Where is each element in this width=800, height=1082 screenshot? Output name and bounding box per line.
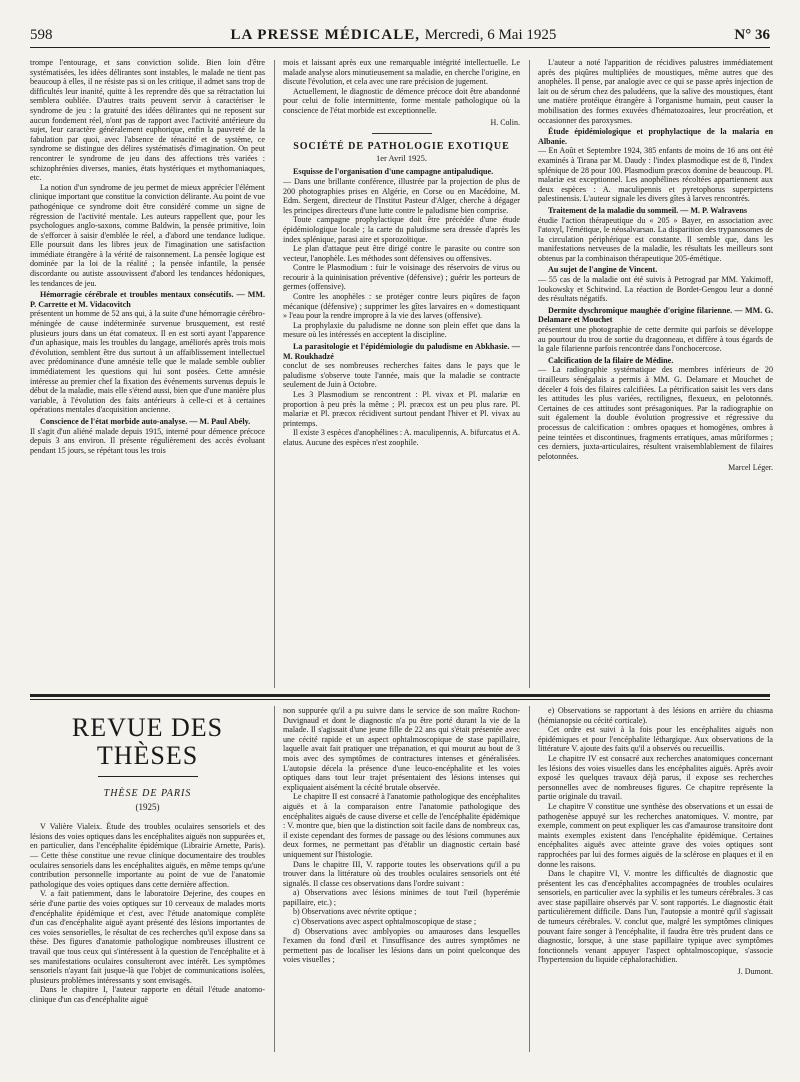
- paragraph: non suppurée qu'il a pu suivre dans le service de son maître Rochon-Duvignaud et dont le diagnostic n'a pu être porté durant la vie de la malade. Il s'agissait d'une jeune fille de 22 ans qui s'était présentée avec une cécité rapide et un aspect ophtalmoscopique de stase papillaire, laquelle avait fait pratiquer une trépanation, et qui mourut au bout de 3 mois avec des symptômes de contractures intenses et généralisées. L'autopsie décela la présence d'une leuco-encéphalite et les voies optiques dans tout leur trajet présentaient des lésions intenses qui expliquaient aisément la cécité brutale observée.: [283, 706, 520, 792]
- paragraph: V. a fait patiemment, dans le laboratoire Dejerine, des coupes en série d'une partie des voies optiques sur 10 cerveaux de malades morts d'encéphalite épidémique et c'est, avec l'étude anatomique complète d'un cas d'encéphalite aiguë ayant présenté des lésions importantes de ces voies sensorielles, le résultat de ces recherches qu'il expose dans sa thèse. Des figures d'anatomie pathologique nombreuses illustrent ce travail que tous ceux qui s'intéressent à la question de l'encéphalite et à ses manifestations oculaires consulteront avec intérêt. Les symptômes sensoriels n'ayant fait jusque-là que l'objet de communications isolées, plusieurs problèmes intéressants y sont envisagés.: [30, 889, 265, 985]
- article-heading: Conscience de l'état morbide auto-analyse. — M. Paul Abély.: [40, 416, 251, 426]
- signature: J. Dumont.: [737, 967, 773, 977]
- section-title: SOCIÉTÉ DE PATHOLOGIE EXOTIQUE: [293, 141, 510, 153]
- article-heading: Étude épidémiologique et prophylactique de la malaria en Albanie.: [538, 127, 773, 146]
- issue-number: N° 36: [734, 27, 770, 43]
- paragraph: étudie l'action thérapeutique du « 205 » Bayer, en association avec l'atoxyl, l'émétique, le néosalvarsan. La disparition des trypanosomes de la circulation périphérique est constante. Il semble que, dans les manifestations nerveuses de la maladie, les résultats les meilleurs sont obtenus par la combinaison thérapeutique 205-émétique.: [538, 215, 773, 263]
- paragraph: Le plan d'attaque peut être dirigé contre le parasite ou contre son vecteur, l'anophèle. Les méthodes sont défensives ou offensives.: [283, 244, 520, 263]
- article-heading: Dermite dyschromique maughée d'origine filarienne. — MM. G. Delamare et Mouchet: [538, 305, 773, 325]
- paragraph: L'auteur a noté l'apparition de récidives palustres immédiatement après des piqûres multipliées de moustiques, même autres que des anophèles. Il pense, par analogie avec ce qui se passe après injection de lait ou de sérum chez des paludéens, que la salive des moustiques, étant une matière protéique étrangère à l'organisme humain, peut causer la mobilisation des formes exuvées d'hématozoaires, leur procréation, et occasionner des paroxysmes.: [538, 58, 773, 125]
- revue-column-2: [283, 706, 520, 1052]
- revue-column-3: [538, 706, 773, 1052]
- paragraph: — Dans une brillante conférence, illustrée par la projection de plus de 200 photographies prises en Algérie, en Corse ou en Macédoine, M. Edm. Sergent, directeur de l'Institut Pasteur d'Alger, cherche à dégager les principes directeurs d'une lutte contre le paludisme bien comprise.: [283, 176, 520, 215]
- journal-name: LA PRESSE MÉDICALE,: [230, 27, 420, 43]
- page-number: 598: [30, 27, 53, 43]
- column-divider: [529, 706, 530, 1052]
- paragraph: présentent une photographie de cette dermite qui parfois se développe au pourtour du trou de sortie du dragonneau, et diffère à tous égards de la gale filarienne parfois rencontrée dans l'onchocercose.: [538, 325, 773, 354]
- section-date: 1er Avril 1925.: [375, 152, 428, 163]
- list-item: e) Observations se rapportant à des lésions en arrière du chiasma (hémianopsie ou cécité corticale).: [538, 706, 773, 725]
- list-item: c) Observations avec aspect ophtalmoscopique de stase ;: [293, 917, 477, 927]
- paragraph: V Valière Vialeix. Étude des troubles oculaires sensoriels et des lésions des voies optiques dans les encéphalites aiguës non suppurées et, en particulier, dans l'encéphalite épidémique (Librairie Arnette, Paris). — Cette thèse constitue une revue clinique documentaire des troubles oculaires sensoriels dans les encéphalites aiguës, en même temps qu'une contribution personnelle importante au point de vue de l'anatomie pathologique des voies optiques dans cette dernière affection.: [30, 822, 265, 889]
- paragraph: Dans le chapitre VI, V. montre les difficultés de diagnostic que présentent les cas d'encéphalites accompagnées de troubles oculaires sensoriels, en particulier avec la syphilis et les tumeurs cérébrales. 3 cas avec stase papillaire observés par V. sont rapportés. Le diagnostic était particulièrement difficile. Dans l'un, l'autopsie a montré qu'il s'agissait de tumeurs cérébrales. V. conclut que, malgré les symptômes cliniques pouvant faire songer à l'encéphalite, il faudra être très prudent dans ce diagnostic, lorsque, à une stase papillaire typique avec symptômes fonctionnels venant appuyer l'aspect ophtalmoscopique, s'associe l'hypertension du liquide céphalorachidien.: [538, 869, 773, 965]
- paragraph: La notion d'un syndrome de jeu permet de mieux apprécier l'élément clinique important que constitue la conviction délirante. Au point de vue pathogénique ce syndrome doit être considéré comme un signe de régression de l'activité mentale. Les auteurs rappellent que, pour les psychologues anglo-saxons, comme Baldwin, la pensée primitive, loin de s'efforcer à saisir d'emblée le réel, a d'abord une tendance ludique. Elle poursuit dans les libres jeux de l'imagination une satisfaction immédiate étrangère à la vérité de raisonnement. La pensée logique est dominée par la loi de la réalité ; la pensée infantile, la pensée discordante ou autiste assouvissent d'abord les tendances hédoniques, les tendances de jeu.: [30, 182, 265, 288]
- separator: [372, 133, 432, 134]
- paragraph: — La radiographie systématique des membres inférieurs de 20 tirailleurs sénégalais a permis à MM. G. Delamare et Mouchet de déceler 4 fois des filaires calcifiées. La pétrification saisit les vers dans les attitudes les plus variées, rectilignes, flexueux, en pelotonnés. Certaines de ces attitudes sont présagoniques. Par la radiographie on suit également la double évolution progressive et régressive du processus de calcification : ombres opaques et homogènes, ombres à peine teintées et discontinues, fragments erratiques, amas mûriformes ; ces derniers, juxta-articulaires, résultent vraisemblablement de filaires pelotonnées.: [538, 365, 773, 461]
- article-heading: Au sujet de l'angine de Vincent.: [548, 265, 658, 275]
- list-item: a) Observations avec lésions minimes de tout l'œil (hyperémie papillaire, etc.) ;: [283, 888, 520, 907]
- paragraph: Contre le Plasmodium : fuir le voisinage des réservoirs de virus ou recourir à la quininisation préventive (défensive) ; guérir les porteurs de germes (offensive).: [283, 263, 520, 292]
- paragraph: Le chapitre II est consacré à l'anatomie pathologique des encéphalites aiguës et à la comparaison entre l'anatomie pathologique des encéphalites aiguës de cause diverse et celle de l'encéphalite épidémique : V. montre que, bien que la distinction soit facile dans de nombreux cas, il existe cependant des formes de passage ou des lésions communes aux deux formes, ne permettant pas d'établir un diagnostic certain basé uniquement sur l'histologie.: [283, 792, 520, 859]
- paragraph: trompe l'entourage, et sans conviction solide. Bien loin d'être systématisées, les idées délirantes sont instables, le malade ne tient pas beaucoup à elles, il ne résiste pas si on les critique, il admet sans trop de difficultés leur inanité, quitte à les reprendre dès que sa rétractation lui semblera oubliée. D'autres traits peuvent servir à caractériser le syndrome de jeu : la gratuité des idées délirantes qui ne reposent sur aucun fondement réel, n'ont pas de rapport avec l'activité antérieure du sujet, leur caractère généralement euphorique, enfin la pauvreté de la fabulation par quoi, avec l'absence de ténacité et de système, ce syndrome se distingue des délires systématisés d'imagination. On peut rencontrer le syndrome de jeu dans des affections très variées : schizophrénies diverses, manies, états hystériques et mythomaniaques, etc.: [30, 58, 265, 183]
- separator: [98, 776, 198, 777]
- paragraph: Dans le chapitre I, l'auteur rapporte en détail l'étude anatomo-clinique d'un cas d'encéphalite aiguë: [30, 985, 265, 1004]
- paragraph: mois et laissant après eux une remarquable intégrité intellectuelle. Le malade analyse alors minutieusement sa maladie, en cherche l'origine, en discute l'évolution, et cela avec une rare précision de jugement.: [283, 58, 520, 87]
- list-item: b) Observations avec névrite optique ;: [293, 907, 417, 917]
- signature: Marcel Léger.: [728, 463, 773, 473]
- paragraph: Le chapitre V constitue une synthèse des observations et un essai de pathogenèse appuyé sur les recherches anatomiques. V. montre, par exemple, comment on peut expliquer les cas d'amaurose transitoire dont maints exemples existent dans l'encéphalite épidémique. Certaines encéphalites aiguës avec atteinte grave des voies optiques sont rapprochées par lui des formes aiguës de la sclérose en plaques et il en donne les raisons.: [538, 801, 773, 869]
- section-rule-thick: [30, 694, 770, 697]
- section-rule-thin: [30, 699, 770, 700]
- paragraph: Il s'agit d'un aliéné malade depuis 1915, interné pour démence précoce depuis 3 ans environ. Il présente régulièrement des accès évoluant pendant 15 jours, se répétant tous les trois: [30, 426, 265, 455]
- paragraph: Il existe 3 espèces d'anophélines : A. maculipennis, A. bifurcatus et A. elatus. Aucune des espèces n'est zoophile.: [283, 428, 520, 447]
- paragraph: La prophylaxie du paludisme ne donne son plein effet que dans la mesure où les intéressés en acceptent la discipline.: [283, 320, 520, 340]
- article-heading: La parasitologie et l'épidémiologie du paludisme en Abkhasie. — M. Roukhadzé: [283, 342, 520, 361]
- paragraph: Le chapitre IV est consacré aux recherches anatomiques concernant les lésions des voies visuelles dans les encéphalites aiguës. Après avoir exposé les quelques travaux déjà parus, il expose ses recherches personnelles avec de nombreuses figures. Ce chapitre représente la partie originale du travail.: [538, 753, 773, 802]
- article-heading: Esquisse de l'organisation d'une campagne antipaludique.: [293, 167, 494, 177]
- revue-title: REVUE DES THÈSES: [71, 713, 224, 770]
- article-heading: Traitement de la maladie du sommeil. — M. P. Walravens: [548, 205, 748, 215]
- column-divider: [529, 60, 530, 688]
- signature: H. Colin.: [490, 117, 520, 127]
- revue-column-1: [30, 706, 265, 1052]
- page-header: [30, 22, 770, 48]
- paragraph: — En Août et Septembre 1924, 385 enfants de moins de 16 ans ont été examinés à Tirana par M. Daudy : l'index plasmodique est de 8, l'index splénique de 28 pour 100. Plasmodium præcox domine de beaucoup. Pl. malariæ est exceptionnel. Les anophélines récoltées appartiennent aux deux espèces : A. maculipennis et pyretophorus superpictens palestinensis. L'auteur signale les divers gîtes à larves rencontrés.: [538, 146, 773, 204]
- paragraph: — 55 cas de la maladie ont été suivis à Petrograd par MM. Yakimoff, Ioukowsky et Schitwind. La réaction de Bordet-Gengou leur a donné des résultats négatifs.: [538, 275, 773, 304]
- paragraph: présentent un homme de 52 ans qui, à la suite d'une hémorragie cérébro-méningée de cause indéterminée survenue brusquement, est resté plusieurs jours dans un état comateux. Il en est sorti ayant l'apparence d'un aphasique, mais les troubles du langage, améliorés après trois mois d'évolution, semblent être dus surtout à un affaiblissement intellectuel avec prédominance d'une amnésie telle que le malade semble oublier immédiatement les questions qui lui sont posées. Cette amnésie intéresse au premier chef la fixation des événements survenus depuis le début de la maladie, mais elle s'étend aussi, bien que d'une manière plus variable, à l'évolution des faits antérieurs à celle-ci et à certaines opérations mentales d'acquisition ancienne.: [30, 309, 265, 415]
- paragraph: Cet ordre est suivi à la fois pour les encéphalites aiguës non épidémiques et pour l'encéphalite léthargique. Aux observations de la littérature V. ajoute des faits qu'il a observés ou recueillis.: [538, 725, 773, 754]
- article-heading: Calcification de la filaire de Médine.: [548, 355, 674, 365]
- paragraph: Les 3 Plasmodium se rencontrent : Pl. vivax et Pl. malariæ en proportion à peu près la même ; Pl. præcox est un peu plus rare. Pl. malariæ et Pl. præcox récidivent surtout pendant l'hiver et Pl. vivax au printemps.: [283, 390, 520, 428]
- column-2: [283, 58, 520, 688]
- paragraph: Actuellement, le diagnostic de démence précoce doit être abandonné pour celui de folie intermittente, forme mentale pathologique où la conscience de l'état morbide est exceptionnelle.: [283, 86, 520, 115]
- these-subtitle: THÈSE DE PARIS: [103, 788, 192, 799]
- issue-date: Mercredi, 6 Mai 1925: [424, 27, 557, 43]
- list-item: d) Observations avec amblyopies ou amauroses dans lesquelles l'examen du fond d'œil et l'insuffisance des autres symptômes ne permettent pas de localiser les lésions dans un point quelconque des voies visuelles ;: [283, 926, 520, 965]
- article-heading: Hémorragie cérébrale et troubles mentaux consécutifs. — MM. P. Carrette et M. Vidacovitch: [30, 290, 265, 309]
- paragraph: Dans le chapitre III, V. rapporte toutes les observations qu'il a pu trouver dans la littérature où des troubles oculaires sensoriels ont été signalés. Il classe ces observations dans l'ordre suivant :: [283, 859, 520, 888]
- paragraph: conclut de ses nombreuses recherches faites dans le pays que le paludisme s'observe toute l'année, mais que la maladie se contracte seulement de Juin à Octobre.: [283, 361, 520, 390]
- column-divider: [274, 60, 275, 688]
- paragraph: Toute campagne prophylactique doit être précédée d'une étude épidémiologique locale ; la carte du paludisme sera dressée d'après les index splénique, parasi aire et sporozoïtique.: [283, 215, 520, 244]
- column-3: [538, 58, 773, 688]
- column-divider: [274, 706, 275, 1052]
- these-year: (1925): [135, 801, 160, 812]
- paragraph: Contre les anophèles : se protéger contre leurs piqûres de façon mécanique (défensive) ; supprimer les gîtes larvaires en « domestiquant » l'eau pour la rendre impropre à la vie des larves (offensive).: [283, 292, 520, 321]
- journal-title: [231, 27, 557, 44]
- column-1: [30, 58, 265, 688]
